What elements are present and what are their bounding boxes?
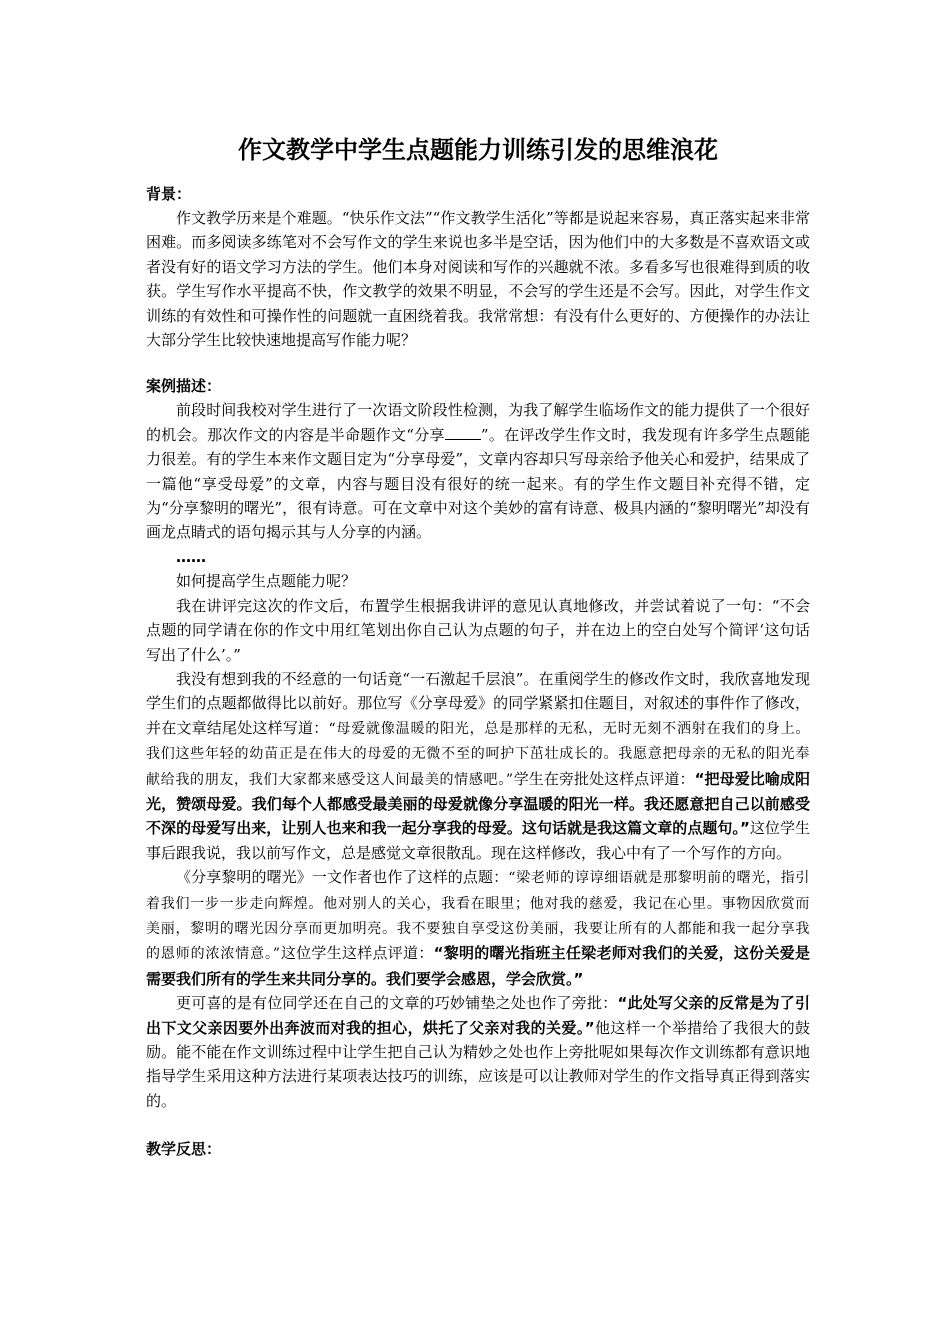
case-p1-b: ”。在评改学生作文时，我发现有许多学生点题能力很差。有的学生本来作文题目定为“ [146,425,811,469]
student-quote-mother-love: “母爱就像温暖的阳光，总是那样的无私，无时无刻不洒射在我们的身上。我们这些年轻的幼苗正是在伟大的母爱的无微不至的呵护下茁壮成长的。我愿意把母亲的无私的阳光奉献给我的朋友，我们大家都来感受这人间最美的情感吧。” [146,720,810,788]
case-paragraph-4 [146,667,810,865]
blank-underline [445,425,481,440]
case-paragraph-5 [146,865,810,991]
document-title: 作文教学中学生点题能力训练引发的思维浪花 [238,136,718,164]
emphasis-fen: 分 · [395,450,410,468]
case-paragraph-6 [146,991,810,1113]
case-paragraph-1 [146,398,810,544]
ellipsis: …… [176,547,206,566]
case-p5-b: 这位学生这样点评道： [280,944,434,963]
case-p1-c: 母爱”，文章内容却只写母亲给予他关心和爱护，结果成了一篇他“ [146,450,810,493]
emphasis-xiang2: 享 [201,474,218,493]
case-p4-a: 我没有想到我的不经意的一句话竟“一石激起千层浪”。在重阅学生的修改作文时，我欣喜地发现学生们的点题都做得比以前好。那位写《分享母爱》的同学紧紧扣住题目，对叙述的事件作了修改，并在文章结尾处这样写道： [146,669,810,737]
emphasis-xiang: 享 [410,450,426,469]
student-comment-mother-love: “把母爱比喻成阳光，赞颂母爱。我们每个人都感受最美丽的母爱就像分享温暖的阳光一样。我还愿意把自己以前感受不深的母爱写出来，让别人也来和我一起分享我的母爱。这句话就是我这篇文章的点题句。” [146,769,810,838]
document-page [146,128,810,1161]
case-paragraph-3: 我在讲评完这次的作文后，布置学生根据我讲评的意见认真地修改，并尝试着说了一句：“不会点题的同学请在你的作文中用红笔划出你自己认为点题的句子，并在边上的空白处写个简评‘这句话写出了什么’。” [146,596,810,664]
student-comment-dawn: “黎明的曙光指班主任梁老师对我们的关爱，这份关爱是需要我们所有的学生来共同分享的。我们要学会感恩，学会欣赏。” [146,944,810,988]
case-heading: 案例描述： [146,377,222,396]
background-paragraph: 作文教学历来是个难题。“快乐作文法”“作文教学生活化”等都是说起来容易，真正落实起来非常困难。而多阅读多练笔对不会写作文的学生来说也多半是空话，因为他们中的大多数是不喜欢语文或者没有好的语文学习方法的学生。他们本身对阅读和写作的兴趣就不浓。多看多写也很难得到质的收获。学生写作水平提高不快，作文教学的效果不明显，不会写的学生还是不会写。因此，对学生作文训练的有效性和可操作性的问题就一直困绕着我。我常常想：有没有什么更好的、方便操作的办法让大部分学生比较快速地提高写作能力呢？ [146,209,810,350]
case-p6-a: 更可喜的是有位同学还在自己的文章的巧妙铺垫之处也作了旁批： [176,994,618,1013]
reflection-heading: 教学反思： [146,1140,222,1159]
case-p6-b: 他这样一个举措给了我很大的鼓励。能不能在作文训练过程中让学生把自己认为精妙之处也作上旁批呢如果每次作文训练都有意识地指导学生采用这种方法进行某项表达技巧的训练，应该是可以让教师对学生的作文指导真正得到落实的。 [146,1018,810,1110]
case-p1-a: 前段时间我校对学生进行了一次语文阶段性检测，为我了解学生临场作文的能力提供了一个很好的机会。那次作文的内容是半命题作文“分享 [146,401,810,444]
student-comment-father: “此处写父亲的反常是为了引出下文父亲因要外出奔波而对我的担心，烘托了父亲对我的关爱。” [146,994,810,1037]
case-paragraph-2: 如何提高学生点题能力呢？ [176,572,357,591]
emphasis-shou: 受 · [218,475,234,493]
case-p4-b: 学生在旁批处这样点评道： [513,769,695,788]
background-heading: 背景： [146,185,192,203]
case-p1-d: 母爱”的文章，内容与题目没有很好的统一起来。有的学生作文题目补充得不错，定为“分享黎明的曙光”，很有诗意。可在文章中对这个美妙的富有诗意、极具内涵的“黎明曙光”却没有画龙点睛式的语句揭示其与人分享的内涵。 [146,474,810,542]
student-quote-dawn: “梁老师的谆谆细语就是那黎明前的曙光，指引着我们一步一步走向辉煌。他对别人的关心，我看在眼里；他对我的慈爱，我记在心里。事物因欣赏而美丽，黎明的曙光因分享而更加明亮。我不要独自享受这份美丽，我要让所有的人都能和我一起分享我的恩师的浓浓情意。” [146,870,810,963]
case-p5-a: 《分享黎明的曙光》一文作者也作了这样的点题： [176,868,509,887]
case-p4-c: 这位学生事后跟我说，我以前写作文，总是感觉文章很散乱。现在这样修改，我心中有了一个写作的方向。 [146,819,810,862]
